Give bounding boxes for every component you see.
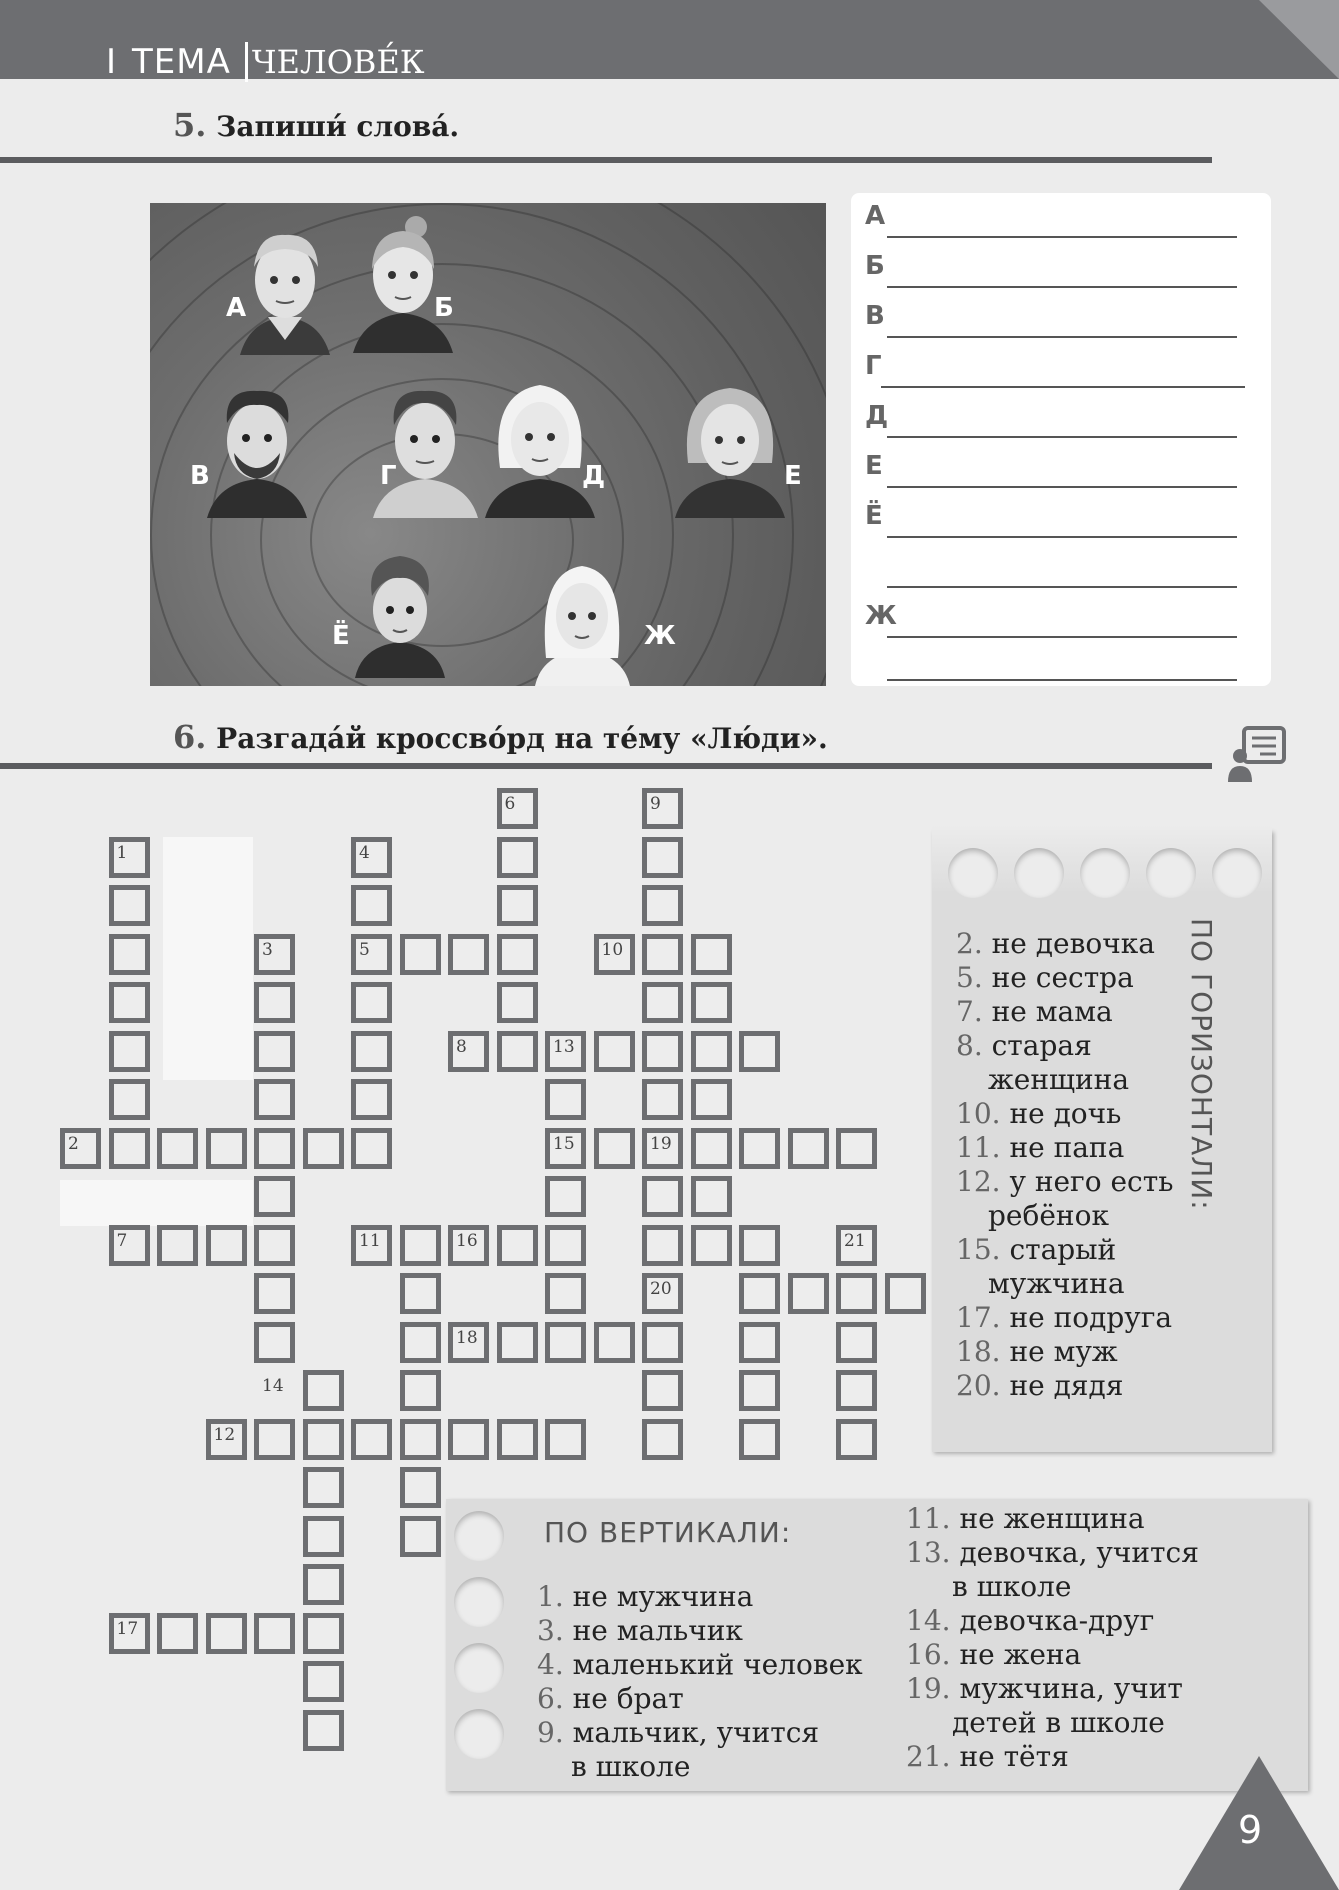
clue-item: 15. старый: [956, 1233, 1117, 1266]
crossword-cell[interactable]: [109, 1128, 150, 1169]
crossword-cell[interactable]: [351, 1031, 392, 1072]
crossword-cell[interactable]: [642, 837, 683, 878]
crossword-number: 7: [116, 1230, 128, 1251]
crossword-cell[interactable]: [109, 837, 150, 878]
crossword-cell[interactable]: [400, 934, 441, 975]
crossword-cell[interactable]: [545, 1079, 586, 1120]
clue-item: 11. не папа: [956, 1131, 1125, 1164]
crossword-number: 14: [262, 1376, 284, 1396]
crossword-cell[interactable]: [254, 982, 295, 1023]
crossword-cell[interactable]: [497, 1322, 538, 1363]
crossword-cell[interactable]: [642, 1419, 683, 1460]
crossword-cell[interactable]: [642, 1225, 683, 1266]
crossword-cell[interactable]: [642, 1031, 683, 1072]
crossword-number: 8: [456, 1036, 467, 1057]
person-yo-illustration: [350, 548, 450, 678]
crossword-number: 10: [601, 939, 624, 960]
crossword-cell[interactable]: [448, 1419, 489, 1460]
crossword-cell[interactable]: [642, 1322, 683, 1363]
crossword-cell[interactable]: [206, 1613, 247, 1654]
crossword-number: 5: [359, 939, 370, 960]
crossword-cell[interactable]: [400, 1370, 441, 1411]
crossword-cell[interactable]: [642, 982, 683, 1023]
answer-line-a[interactable]: А: [865, 201, 885, 231]
person-g-illustration: [368, 383, 483, 518]
crossword-number: 16: [456, 1230, 478, 1251]
crossword-cell[interactable]: [254, 934, 295, 975]
crossword-number: 1: [116, 842, 128, 863]
crossword-number: 6: [504, 794, 516, 814]
clue-item: 4. маленький человек: [537, 1648, 863, 1681]
crossword-cell[interactable]: [448, 934, 489, 975]
decorative-shape: [60, 1180, 253, 1226]
clue-item: 9. мальчик, учится: [537, 1716, 820, 1749]
crossword-cell[interactable]: [497, 1419, 538, 1460]
crossword-cell[interactable]: [642, 1079, 683, 1120]
crossword-cell[interactable]: [642, 885, 683, 926]
crossword-cell[interactable]: [497, 788, 538, 829]
crossword-task-icon: [1226, 726, 1286, 782]
across-clues-list: [956, 927, 1173, 1403]
clue-item: 7. не мама: [956, 995, 1113, 1028]
crossword-cell[interactable]: [351, 1079, 392, 1120]
crossword-cell[interactable]: [400, 1467, 441, 1508]
crossword-number: 4: [359, 842, 370, 863]
task5-heading: [173, 106, 459, 144]
crossword-cell[interactable]: [836, 1419, 877, 1460]
photo-label-yo: Ё: [332, 621, 350, 651]
crossword-cell[interactable]: [206, 1128, 247, 1169]
crossword-cell[interactable]: [303, 1467, 344, 1508]
crossword-cell[interactable]: [642, 1370, 683, 1411]
clue-item: 8. старая: [956, 1029, 1092, 1062]
down-clues-column-1: [537, 1580, 863, 1784]
crossword-cell[interactable]: [254, 1273, 295, 1314]
answer-line-e[interactable]: Е: [865, 451, 883, 481]
clue-item: 20. не дядя: [956, 1369, 1124, 1402]
crossword-cell[interactable]: [497, 885, 538, 926]
crossword-cell[interactable]: [60, 1128, 101, 1169]
person-zh-illustration: [530, 558, 635, 686]
clue-item: 18. не муж: [956, 1335, 1118, 1368]
crossword-cell[interactable]: [351, 1128, 392, 1169]
crossword-number: 11: [359, 1230, 381, 1251]
crossword-number: 2: [68, 1133, 79, 1154]
crossword-cell[interactable]: [836, 1273, 877, 1314]
crossword-number: 21: [844, 1230, 866, 1251]
clue-item: в школе: [571, 1750, 691, 1783]
answer-line-b[interactable]: Б: [865, 251, 885, 281]
crossword-cell[interactable]: [594, 1128, 635, 1169]
clue-item: 14. девочка-друг: [906, 1604, 1155, 1637]
crossword-cell[interactable]: [691, 1079, 732, 1120]
photo-label-zh: Ж: [644, 621, 676, 651]
clue-item: 5. не сестра: [956, 961, 1134, 994]
crossword-number: 15: [553, 1133, 575, 1154]
photo-label-b: Б: [434, 293, 454, 323]
crossword-cell[interactable]: [691, 1176, 732, 1217]
theme-label: ТЕМА: [132, 42, 231, 82]
crossword-cell[interactable]: [351, 885, 392, 926]
task5-text: Запиши́ слова́.: [216, 110, 460, 143]
photo-label-v: В: [190, 461, 210, 491]
crossword-cell[interactable]: [254, 1079, 295, 1120]
person-a-illustration: [230, 225, 340, 355]
crossword-cell[interactable]: [400, 1273, 441, 1314]
crossword-cell[interactable]: [303, 1516, 344, 1557]
crossword-cell[interactable]: [642, 788, 683, 829]
person-v-illustration: [202, 383, 312, 518]
clue-item: 10. не дочь: [956, 1097, 1122, 1130]
task6-heading: [173, 718, 828, 756]
crossword-cell[interactable]: [254, 1031, 295, 1072]
crossword-cell[interactable]: [109, 934, 150, 975]
clue-item: 6. не брат: [537, 1682, 684, 1715]
clue-item: 21. не тётя: [906, 1740, 1069, 1773]
crossword-cell[interactable]: [400, 1225, 441, 1266]
clue-item: 1. не мужчина: [537, 1580, 754, 1613]
person-d-illustration: [480, 373, 600, 518]
crossword-cell[interactable]: [594, 1322, 635, 1363]
photo-label-a: А: [226, 293, 247, 323]
answer-line-yo[interactable]: Ё: [865, 501, 883, 531]
crossword-cell[interactable]: [157, 1613, 198, 1654]
crossword-cell[interactable]: [254, 1128, 295, 1169]
crossword-cell[interactable]: [545, 1322, 586, 1363]
crossword-cell[interactable]: [157, 1225, 198, 1266]
crossword-cell[interactable]: [691, 1128, 732, 1169]
crossword-cell[interactable]: [254, 1613, 295, 1654]
crossword-cell[interactable]: [594, 1031, 635, 1072]
crossword-cell[interactable]: [448, 1031, 489, 1072]
page-number: 9: [1238, 1808, 1263, 1852]
chapter-number: I: [106, 42, 117, 82]
crossword-number: 19: [650, 1133, 672, 1154]
crossword-cell[interactable]: [497, 934, 538, 975]
crossword-cell[interactable]: [691, 982, 732, 1023]
clue-item: 13. девочка, учится: [906, 1536, 1199, 1569]
crossword-cell[interactable]: [400, 1516, 441, 1557]
crossword-cell[interactable]: [642, 1176, 683, 1217]
crossword-cell[interactable]: [545, 1419, 586, 1460]
crossword-cell[interactable]: [303, 1128, 344, 1169]
crossword-cell[interactable]: [206, 1225, 247, 1266]
crossword-cell[interactable]: [303, 1564, 344, 1605]
crossword-cell[interactable]: [788, 1128, 829, 1169]
person-e-illustration: [670, 378, 790, 518]
crossword-cell[interactable]: [497, 837, 538, 878]
crossword-cell[interactable]: [691, 1225, 732, 1266]
crossword-cell[interactable]: [545, 1273, 586, 1314]
crossword-cell[interactable]: [691, 1031, 732, 1072]
crossword-cell[interactable]: [109, 1079, 150, 1120]
crossword-cell[interactable]: [836, 1322, 877, 1363]
task6-number: 6.: [173, 718, 207, 756]
crossword-cell[interactable]: [788, 1273, 829, 1314]
task5-rule: [0, 157, 1212, 163]
crossword-number: 9: [650, 794, 661, 814]
task5-number: 5.: [173, 106, 207, 144]
crossword-cell[interactable]: [739, 1225, 780, 1266]
clue-item: 3. не мальчик: [537, 1614, 743, 1647]
photo-label-g: Г: [380, 461, 397, 491]
clue-item: 17. не подруга: [956, 1301, 1173, 1334]
crossword-cell[interactable]: [545, 1225, 586, 1266]
crossword-number: 3: [262, 939, 273, 960]
crossword-cell[interactable]: [497, 982, 538, 1023]
crossword-cell[interactable]: [109, 1225, 150, 1266]
crossword-number: 18: [456, 1327, 478, 1348]
crossword-cell[interactable]: [303, 1613, 344, 1654]
photo-label-e: Е: [784, 461, 802, 491]
crossword-cell[interactable]: [739, 1370, 780, 1411]
crossword-cell[interactable]: [545, 1176, 586, 1217]
crossword-cell[interactable]: [351, 982, 392, 1023]
crossword-cell[interactable]: [109, 885, 150, 926]
theme-title: ЧЕЛОВЕ́К: [245, 42, 425, 82]
crossword-cell[interactable]: [303, 1661, 344, 1702]
crossword-cell[interactable]: [739, 1031, 780, 1072]
photo-label-d: Д: [582, 461, 606, 491]
crossword-cell[interactable]: [836, 1370, 877, 1411]
clue-item: 2. не девочка: [956, 927, 1155, 960]
crossword-number: 20: [650, 1279, 672, 1299]
people-illustration: [150, 203, 826, 686]
decorative-shape: [163, 837, 253, 1080]
crossword-cell[interactable]: [254, 1225, 295, 1266]
answer-line-zh[interactable]: Ж: [865, 601, 897, 631]
down-clues-column-2: [906, 1502, 1199, 1774]
crossword-cell[interactable]: [157, 1128, 198, 1169]
across-title: ПО ГОРИЗОНТАЛИ:: [1185, 918, 1218, 1211]
clue-item: мужчина: [988, 1267, 1125, 1300]
clue-item: ребёнок: [988, 1199, 1109, 1232]
task6-text: Разгада́й кроссво́рд на те́му «Лю́ди».: [216, 722, 828, 755]
crossword-cell[interactable]: [739, 1128, 780, 1169]
crossword-cell[interactable]: [303, 1370, 344, 1411]
answer-line-g[interactable]: Г: [865, 351, 882, 381]
clue-item: 16. не жена: [906, 1638, 1082, 1671]
down-title: ПО ВЕРТИКАЛИ:: [544, 1516, 792, 1549]
crossword-cell[interactable]: [497, 1225, 538, 1266]
crossword-cell[interactable]: [351, 837, 392, 878]
crossword-cell[interactable]: [303, 1419, 344, 1460]
crossword-number: 13: [553, 1036, 575, 1057]
crossword-cell[interactable]: [739, 1273, 780, 1314]
answer-lines-panel: [851, 193, 1271, 686]
crossword-cell[interactable]: [351, 1419, 392, 1460]
answer-line-d[interactable]: Д: [865, 401, 888, 431]
crossword-cell[interactable]: [739, 1322, 780, 1363]
clue-item: детей в школе: [952, 1706, 1165, 1739]
clue-item: 19. мужчина, учит: [906, 1672, 1183, 1705]
crossword-cell[interactable]: [642, 934, 683, 975]
top-bar-accent: [1259, 0, 1339, 79]
crossword-cell[interactable]: [836, 1128, 877, 1169]
crossword-cell[interactable]: [497, 1031, 538, 1072]
crossword-cell[interactable]: [303, 1710, 344, 1751]
crossword-cell[interactable]: [254, 1419, 295, 1460]
clue-item: в школе: [952, 1570, 1072, 1603]
crossword-number: 17: [116, 1618, 139, 1639]
crossword-cell[interactable]: [885, 1273, 926, 1314]
crossword-cell[interactable]: [739, 1419, 780, 1460]
answer-line-v[interactable]: В: [865, 301, 885, 331]
clue-item: 11. не женщина: [906, 1502, 1145, 1535]
clue-item: 12. у него есть: [956, 1165, 1174, 1198]
crossword-number: 12: [213, 1424, 236, 1445]
chapter-header: [106, 36, 425, 82]
crossword-cell[interactable]: [109, 982, 150, 1023]
crossword-cell[interactable]: [109, 1031, 150, 1072]
crossword-cell[interactable]: [351, 934, 392, 975]
crossword-cell[interactable]: [254, 1176, 295, 1217]
crossword-cell[interactable]: [400, 1322, 441, 1363]
clue-item: женщина: [988, 1063, 1130, 1096]
task6-rule: [0, 763, 1212, 769]
person-b-illustration: [348, 213, 458, 353]
crossword-cell[interactable]: [254, 1322, 295, 1363]
crossword-cell[interactable]: [400, 1419, 441, 1460]
crossword-cell[interactable]: [691, 934, 732, 975]
